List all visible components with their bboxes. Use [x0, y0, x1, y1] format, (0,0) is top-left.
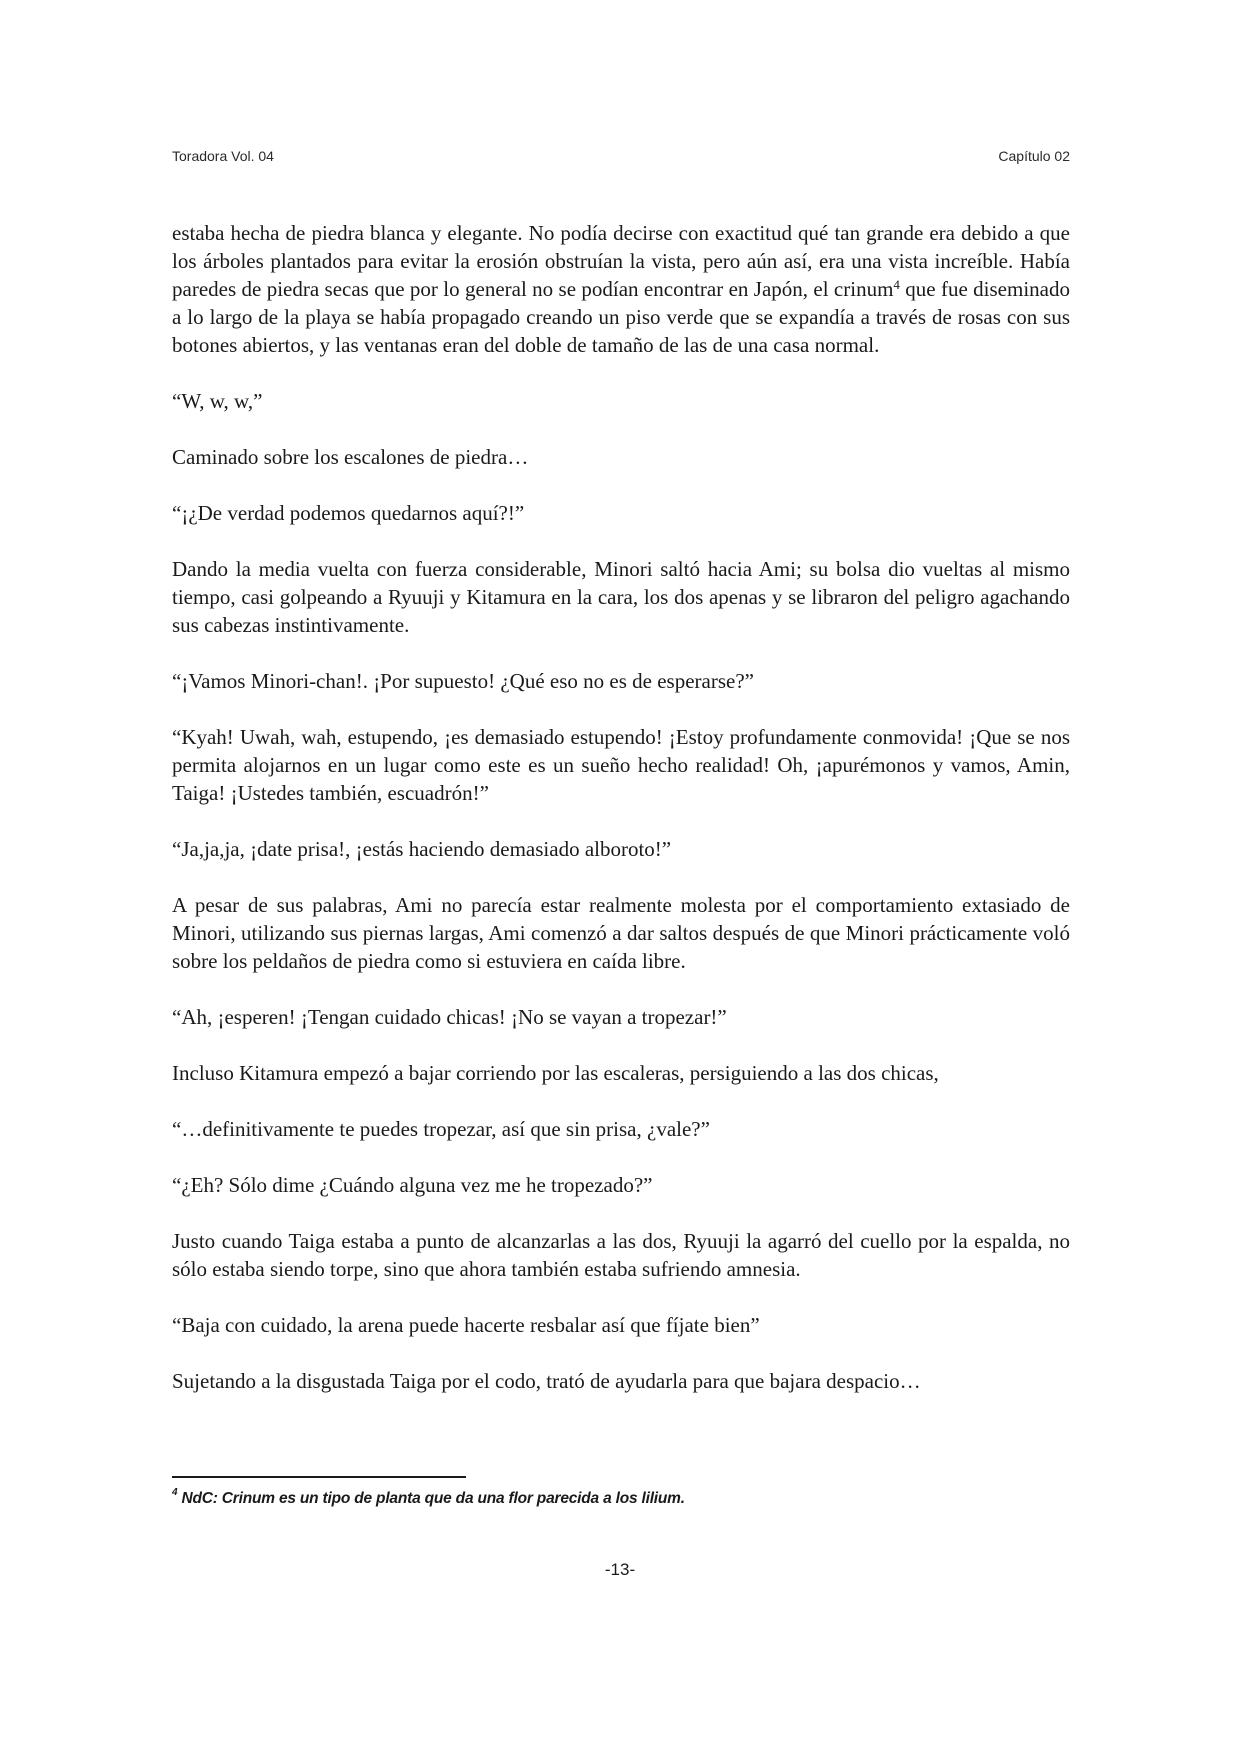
paragraph-16: Sujetando a la disgustada Taiga por el codo, trató de ayudarla para que bajara despacio… — [172, 1369, 921, 1393]
paragraph-7: “Kyah! Uwah, wah, estupendo, ¡es demasiado estupendo! ¡Estoy profundamente conmovida! ¡Que se nos permita alojarnos en un lugar como este es un sueño hecho realidad! Oh, ¡apurémonos y vamos, Amin, Taiga! ¡Ustedes también, escuadrón!” — [172, 725, 1070, 805]
paragraph-1-text: estaba hecha de piedra blanca y elegante. No podía decirse con exactitud qué tan grande era debido a que los árboles plantados para evitar la erosión obstruían la vista, pero aún así, era una vista increíble. Había paredes de piedra secas que por lo general no se podían encontrar en Japón, el crinum — [172, 221, 1070, 301]
footnote-marker: 4 — [172, 1487, 178, 1498]
footnote-reference: 4 — [893, 277, 900, 292]
paragraph-6: “¡Vamos Minori-chan!. ¡Por supuesto! ¿Qué eso no es de esperarse?” — [172, 669, 754, 693]
paragraph-13: “¿Eh? Sólo dime ¿Cuándo alguna vez me he tropezado?” — [172, 1173, 653, 1197]
paragraph-15: “Baja con cuidado, la arena puede hacerte resbalar así que fíjate bien” — [172, 1313, 760, 1337]
page-number: -13- — [604, 1560, 636, 1579]
body-text — [172, 219, 1070, 1423]
paragraph-8: “Ja,ja,ja, ¡date prisa!, ¡estás haciendo demasiado alboroto!” — [172, 837, 672, 861]
paragraph-14: Justo cuando Taiga estaba a punto de alcanzarlas a las dos, Ryuuji la agarró del cuello por la espalda, no sólo estaba siendo torpe, sino que ahora también estaba sufriendo amnesia. — [172, 1229, 1070, 1281]
footnote — [172, 1489, 1070, 1508]
paragraph-2: “W, w, w,” — [172, 389, 263, 413]
paragraph-1-text-cont: que fue diseminado a lo largo de la playa se había propagado creando un piso verde que se expandía a través de rosas con sus botones abiertos, y las ventanas eran del doble de tamaño de las de una casa normal. — [172, 277, 1070, 357]
running-header — [172, 148, 1070, 170]
paragraph-4: “¡¿De verdad podemos quedarnos aquí?!” — [172, 501, 525, 525]
paragraph-12: “…definitivamente te puedes tropezar, así que sin prisa, ¿vale?” — [172, 1117, 710, 1141]
paragraph-1 — [172, 219, 1070, 359]
paragraph-9: A pesar de sus palabras, Ami no parecía estar realmente molesta por el comportamiento extasiado de Minori, utilizando sus piernas largas, Ami comenzó a dar saltos después de que Minori prácticamente voló sobre los peldaños de piedra como si estuviera en caída libre. — [172, 893, 1070, 973]
header-chapter: Capítulo 02 — [998, 148, 1070, 164]
paragraph-3: Caminado sobre los escalones de piedra… — [172, 445, 529, 469]
header-book-title: Toradora Vol. 04 — [172, 148, 274, 164]
paragraph-5: Dando la media vuelta con fuerza considerable, Minori saltó hacia Ami; su bolsa dio vueltas al mismo tiempo, casi golpeando a Ryuuji y Kitamura en la cara, los dos apenas y se libraron del peligro agachando sus cabezas instintivamente. — [172, 557, 1070, 637]
paragraph-11: Incluso Kitamura empezó a bajar corriendo por las escaleras, persiguiendo a las dos chicas, — [172, 1061, 939, 1085]
footnote-divider — [172, 1476, 466, 1478]
footnote-text: NdC: Crinum es un tipo de planta que da una flor parecida a los lilium. — [177, 1490, 685, 1508]
paragraph-10: “Ah, ¡esperen! ¡Tengan cuidado chicas! ¡No se vayan a tropezar!” — [172, 1005, 727, 1029]
